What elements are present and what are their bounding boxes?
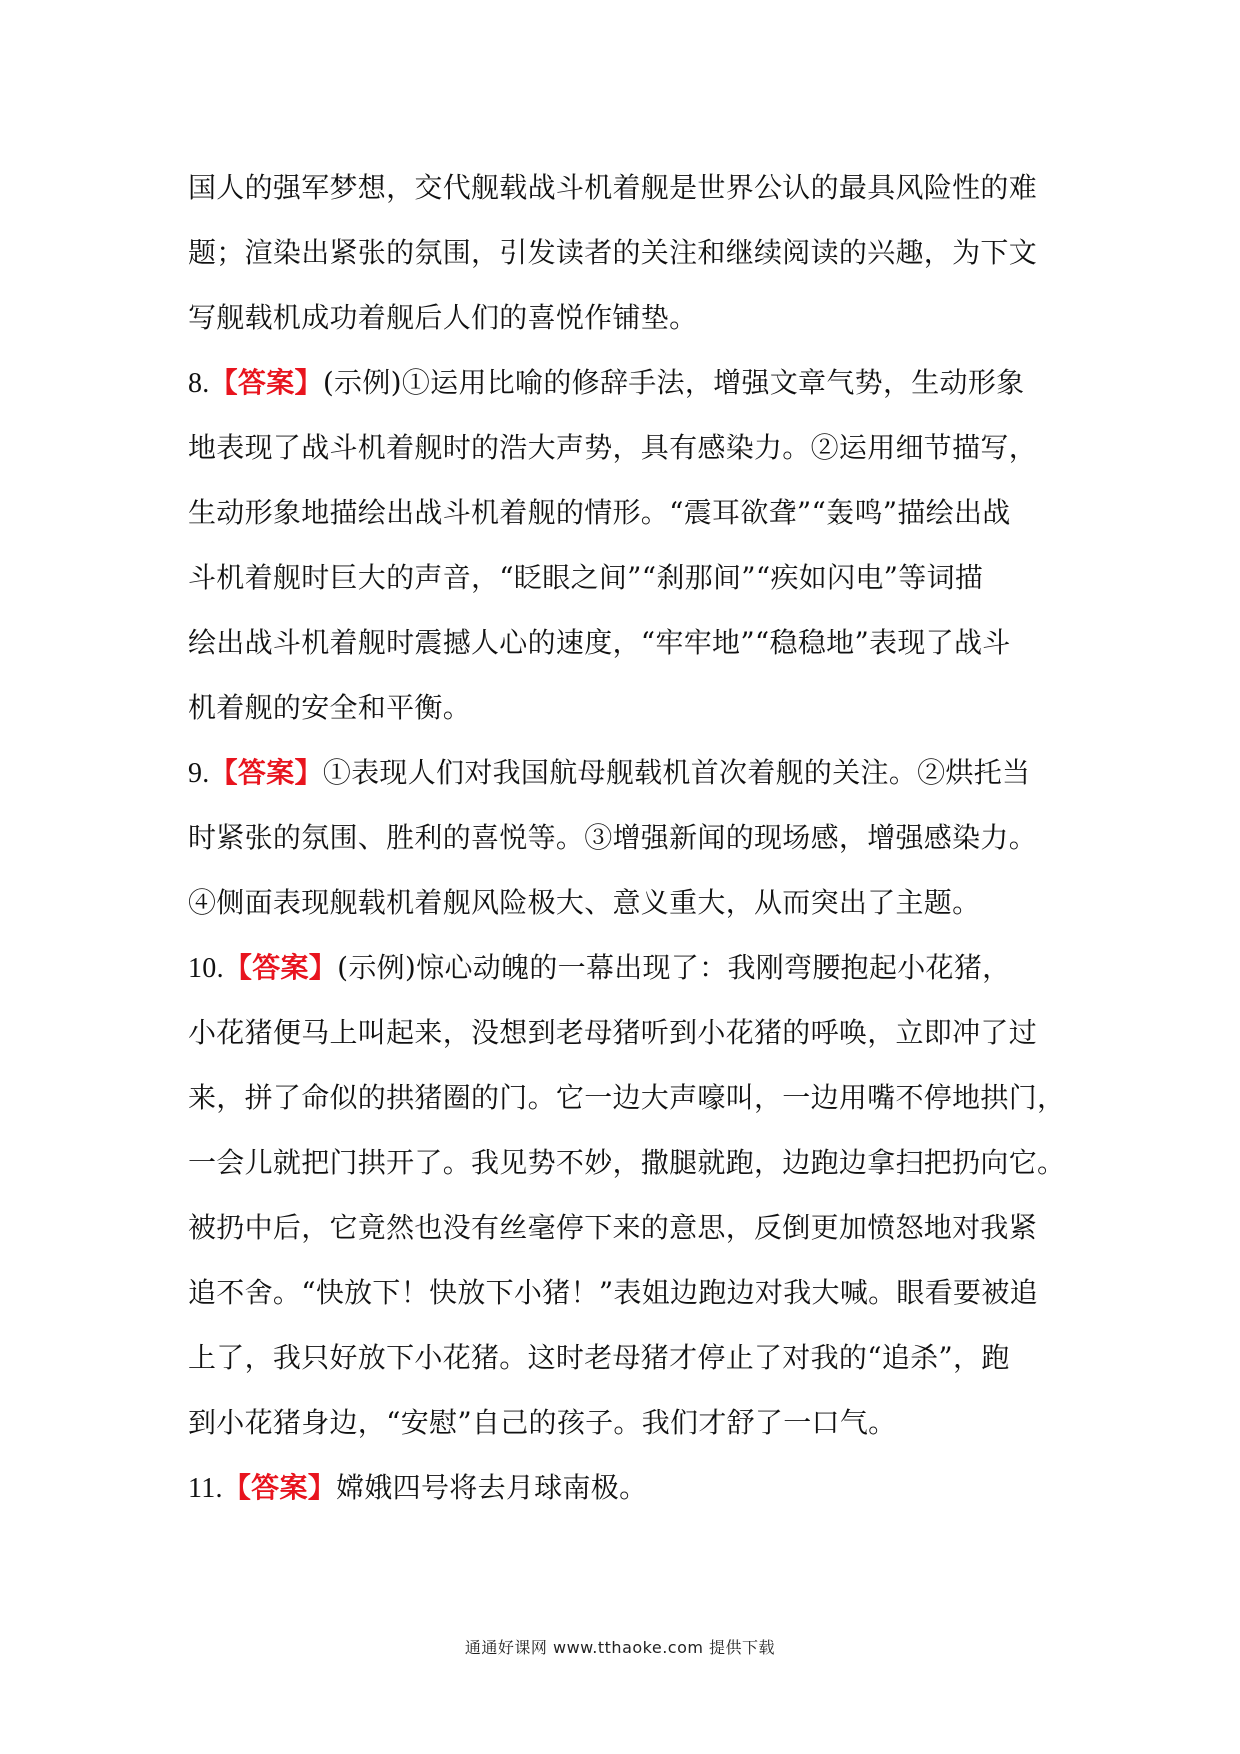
continuation-line: 题；渲染出紧张的氛围，引发读者的关注和继续阅读的兴趣，为下文 (188, 236, 1038, 269)
answer-9-first-line (188, 740, 1068, 805)
answer-9-line: ④侧面表现舰载机着舰风险极大、意义重大，从而突出了主题。 (188, 886, 981, 919)
answer-tag: 【答案】 (209, 366, 323, 399)
answer-8-line: 机着舰的安全和平衡。 (188, 691, 472, 724)
answer-tag: 【答案】 (223, 951, 338, 984)
answer-text: (示例)惊心动魄的一幕出现了：我刚弯腰抱起小花猪， (337, 951, 1011, 984)
answer-10-line: 上了，我只好放下小花猪。这时老母猪才停止了对我的“追杀”，跑 (188, 1341, 1010, 1374)
answer-tag: 【答案】 (209, 756, 323, 789)
answer-10-first-line (188, 935, 1068, 1000)
answer-9-line: 时紧张的氛围、胜利的喜悦等。③增强新闻的现场感，增强感染力。 (188, 821, 1038, 854)
answer-8-line: 绘出战斗机着舰时震撼人心的速度，“牢牢地”“稳稳地”表现了战斗 (188, 626, 1011, 659)
continuation-line: 写舰载机成功着舰后人们的喜悦作铺垫。 (188, 301, 698, 334)
answer-number: 9. (188, 758, 210, 789)
answer-10-line: 到小花猪身边，“安慰”自己的孩子。我们才舒了一口气。 (188, 1406, 897, 1439)
answer-number: 10. (188, 953, 224, 984)
footer-source: 通通好课网 www.tthaoke.com 提供下载 (464, 1638, 776, 1657)
continuation-line: 国人的强军梦想，交代舰载战斗机着舰是世界公认的最具风险性的难 (188, 171, 1038, 204)
answer-tag: 【答案】 (222, 1471, 337, 1504)
answer-10-line: 追不舍。“快放下！快放下小猪！”表姐边跑边对我大喊。眼看要被追 (188, 1276, 1038, 1309)
answer-8-first-line (188, 350, 1068, 415)
answer-text: ①表现人们对我国航母舰载机首次着舰的关注。②烘托当 (322, 756, 1031, 789)
answer-8-line: 斗机着舰时巨大的声音，“眨眼之间”“刹那间”“疾如闪电”等词描 (188, 561, 984, 594)
answer-11-first-line (188, 1455, 1068, 1520)
answer-10-line: 小花猪便马上叫起来，没想到老母猪听到小花猪的呼唤，立即冲了过 (188, 1016, 1038, 1049)
answer-body (188, 155, 1068, 1520)
answer-8-line: 地表现了战斗机着舰时的浩大声势，具有感染力。②运用细节描写， (188, 431, 1038, 464)
answer-number: 11. (188, 1473, 223, 1504)
answer-text: 嫦娥四号将去月球南极。 (336, 1471, 648, 1504)
answer-number: 8. (188, 368, 210, 399)
answer-10-line: 被扔中后，它竟然也没有丝毫停下来的意思，反倒更加愤怒地对我紧 (188, 1211, 1038, 1244)
answer-text: (示例)①运用比喻的修辞手法，增强文章气势，生动形象 (322, 366, 1025, 399)
answer-8-line: 生动形象地描绘出战斗机着舰的情形。“震耳欲聋”“轰鸣”描绘出战 (188, 496, 1011, 529)
answer-10-line: 来，拼了命似的拱猪圈的门。它一边大声嚎叫，一边用嘴不停地拱门， (188, 1081, 1066, 1114)
answer-10-line: 一会儿就把门拱开了。我见势不妙，撒腿就跑，边跑边拿扫把扔向它。 (188, 1146, 1066, 1179)
